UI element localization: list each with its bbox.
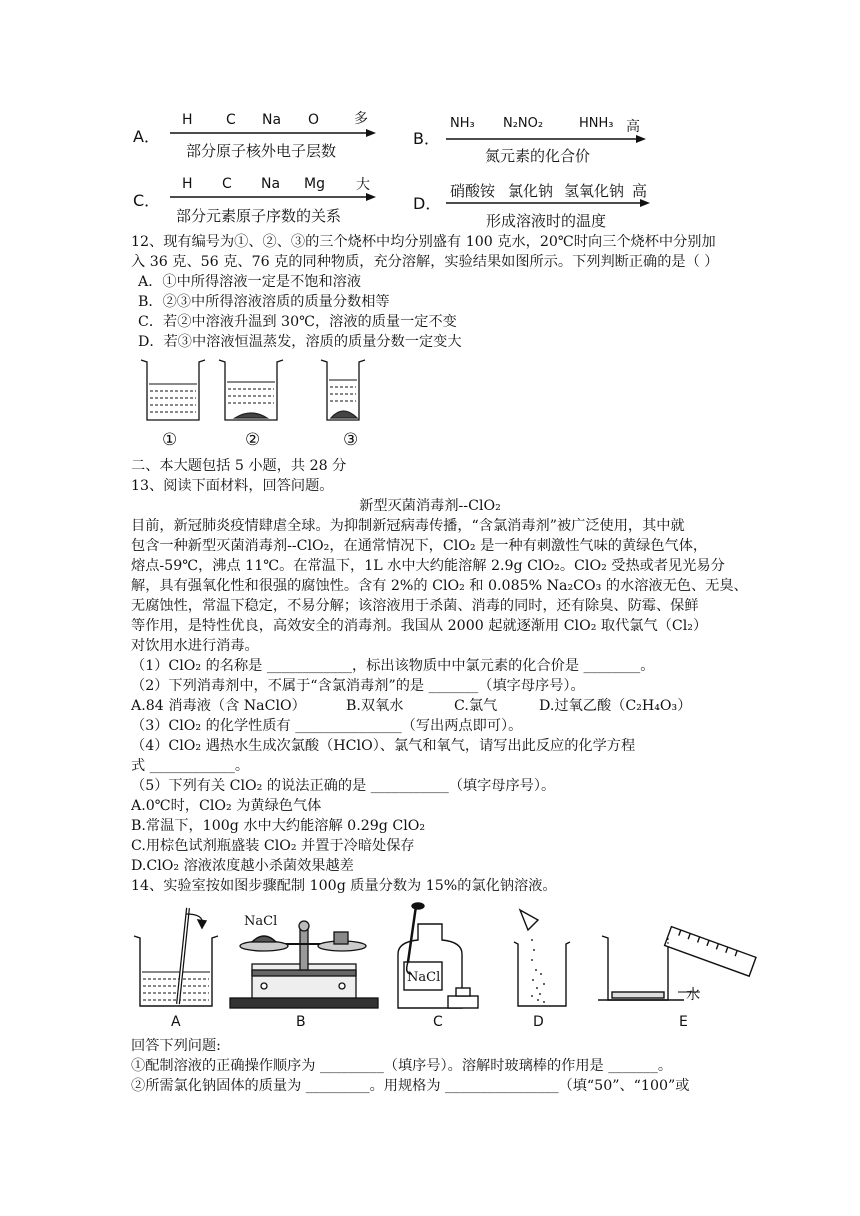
q13-question-1: （1）ClO₂ 的名称是 ____________，标出该物质中中氯元素的化合价是 ________。 — [131, 658, 655, 674]
option-d-letter: D． — [413, 194, 442, 213]
q13-q2-option-a: A.84 消毒液（含 NaClO） — [131, 698, 306, 714]
q13-q2-options — [131, 696, 692, 716]
q12-beakers-figure — [135, 354, 375, 426]
beaker-label-2: ② — [245, 430, 261, 450]
option-b-arrow — [446, 134, 646, 144]
step-c-nacl-label: NaCl — [407, 970, 441, 985]
option-a-caption: 部分原子核外电子层数 — [186, 142, 337, 160]
step-label-b: B — [296, 1014, 306, 1030]
q12-option-d: D．若③中溶液恒温蒸发，溶质的质量分数一定变大 — [138, 334, 462, 350]
option-a-letter: A． — [133, 127, 160, 146]
q13-stem: 13、阅读下面材料，回答问题。 — [131, 478, 334, 494]
beaker-label-1: ① — [162, 430, 178, 450]
step-c-take-nacl — [398, 903, 478, 1008]
q13-q2-option-d: D.过氧乙酸（C₂H₄O₃） — [539, 698, 692, 714]
q13-q5-option-b: B.常温下，100g 水中大约能溶解 0.29g ClO₂ — [131, 818, 426, 834]
option-c-caption: 部分元素原子序数的关系 — [176, 207, 342, 225]
q12-option-a: A．①中所得溶液一定是不饱和溶液 — [138, 274, 362, 290]
step-a-dissolve — [134, 908, 218, 1006]
step-d-add-solid — [514, 910, 570, 1006]
option-c-arrow — [170, 192, 376, 202]
option-b-item: N₂NO₂ — [503, 116, 544, 131]
q13-article-title: 新型灭菌消毒剂--ClO₂ — [359, 498, 501, 514]
q14-question-2: ②所需氯化钠固体的质量为 _________。用规格为 ________________（填“50”、“100”或 — [131, 1078, 690, 1094]
q13-para-line: 无腐蚀性，常温下稳定，不易分解；该溶液用于杀菌、消毒的同时，还有除臭、防霉、保鲜 — [131, 598, 699, 614]
step-e-add-water — [598, 927, 756, 1000]
q13-para-line: 目前，新冠肺炎疫情肆虐全球。为抑制新冠病毒传播，“含氯消毒剂”被广泛使用，其中就 — [131, 518, 685, 534]
option-d-item: 氢氧化钠 — [564, 182, 625, 200]
option-a-item: Na — [262, 112, 282, 128]
option-b-item: NH₃ — [450, 116, 475, 131]
step-b-nacl-label: NaCl — [244, 914, 278, 929]
q13-q5-option-c: C.用棕色试剂瓶盛装 ClO₂ 并置于冷暗处保存 — [131, 838, 415, 854]
q12-option-c: C．若②中溶液升温到 30℃，溶液的质量一定不变 — [138, 314, 457, 330]
option-d-caption: 形成溶液时的温度 — [486, 212, 607, 230]
option-b-letter: B． — [413, 129, 440, 148]
q13-question-4b: 式 ____________。 — [131, 758, 250, 774]
option-d-item: 硝酸铵 — [450, 182, 496, 200]
step-label-c: C — [433, 1014, 443, 1030]
beaker-1 — [141, 360, 205, 420]
option-b-item: HNH₃ — [579, 116, 614, 131]
q13-q5-option-a: A.0℃时，ClO₂ 为黄绿色气体 — [131, 798, 322, 814]
q13-para-line: 解，具有强氧化性和很强的腐蚀性。含有 2%的 ClO₂ 和 0.085% Na₂CO₃ 的水溶液无色、无臭、 — [131, 578, 748, 594]
q14-procedure-figure — [128, 900, 768, 1030]
q13-para-line: 对饮用水进行消毒。 — [131, 638, 259, 654]
option-d-arrow — [446, 198, 650, 208]
option-a-item: H — [182, 112, 193, 128]
step-b-weigh — [230, 921, 378, 1008]
option-a-end: 多 — [354, 111, 368, 127]
option-b-end: 高 — [626, 119, 640, 135]
q13-question-2: （2）下列消毒剂中，不属于“含氯消毒剂”的是 _______（填字母序号）。 — [131, 678, 585, 694]
q13-para-line: 熔点-59℃，沸点 11℃。在常温下，1L 水中大约能溶解 2.9g ClO₂。ClO₂ 受热或者见光易分 — [131, 558, 725, 574]
q13-question-5: （5）下列有关 ClO₂ 的说法正确的是 ___________（填字母序号）。 — [131, 778, 556, 794]
option-c-item: H — [182, 176, 193, 192]
option-d-end: 高 — [632, 182, 648, 200]
option-d-item: 氯化钠 — [508, 182, 554, 200]
option-a-item: C — [226, 112, 236, 128]
option-c-item: Mg — [304, 176, 325, 192]
q12-option-b: B．②③中所得溶液溶质的质量分数相等 — [138, 294, 390, 310]
q14-stem: 14、实验室按如图步骤配制 100g 质量分数为 15%的氯化钠溶液。 — [131, 878, 557, 894]
option-c-item: Na — [261, 176, 281, 192]
option-b-caption: 氮元素的化合价 — [485, 147, 591, 165]
q12-stem-line2: 入 36 克、56 克、76 克的同种物质，充分溶解，实验结果如图所示。下列判断正确的是（ ） — [131, 254, 719, 270]
step-label-a: A — [171, 1014, 181, 1030]
q13-q5-option-d: D.ClO₂ 溶液浓度越小杀菌效果越差 — [131, 858, 354, 874]
q14-answer-heading: 回答下列问题: — [131, 1038, 221, 1054]
step-label-e: E — [679, 1014, 688, 1030]
q14-question-1: ①配制溶液的正确操作顺序为 _________（填序号）。溶解时玻璃棒的作用是 _______。 — [131, 1058, 673, 1074]
option-c-item: C — [222, 176, 232, 192]
q13-question-4a: （4）ClO₂ 遇热水生成次氯酸（HClO）、氯气和氧气，请写出此反应的化学方程 — [131, 738, 636, 754]
q13-q2-option-b: B.双氧水 — [346, 698, 404, 714]
q13-q2-option-c: C.氯气 — [454, 698, 498, 714]
option-a-arrow — [170, 128, 376, 138]
section-heading: 二、本大题包括 5 小题，共 28 分 — [131, 458, 347, 474]
option-c-letter: C． — [133, 191, 161, 210]
q13-question-3: （3）ClO₂ 的化学性质有 _______________（写出两点即可）。 — [131, 718, 523, 734]
step-label-d: D — [533, 1014, 544, 1030]
option-a-item: O — [308, 112, 320, 128]
beaker-label-3: ③ — [343, 430, 359, 450]
beaker-2 — [219, 360, 283, 420]
beaker-3 — [321, 360, 365, 420]
option-c-end: 大 — [356, 177, 370, 193]
q12-stem-line1: 12、现有编号为①、②、③的三个烧杯中均分别盛有 100 克水，20℃时向三个烧杯中分别加 — [131, 234, 716, 250]
q13-para-line: 等作用，是特性优良，高效安全的消毒剂。我国从 2000 起就逐渐用 ClO₂ 取代氯气（Cl₂） — [131, 618, 708, 634]
q13-para-line: 包含一种新型灭菌消毒剂--ClO₂，在通常情况下，ClO₂ 是一种有刺激性气味的黄绿色气体， — [131, 538, 708, 554]
step-e-water-label: 水 — [686, 987, 700, 1003]
